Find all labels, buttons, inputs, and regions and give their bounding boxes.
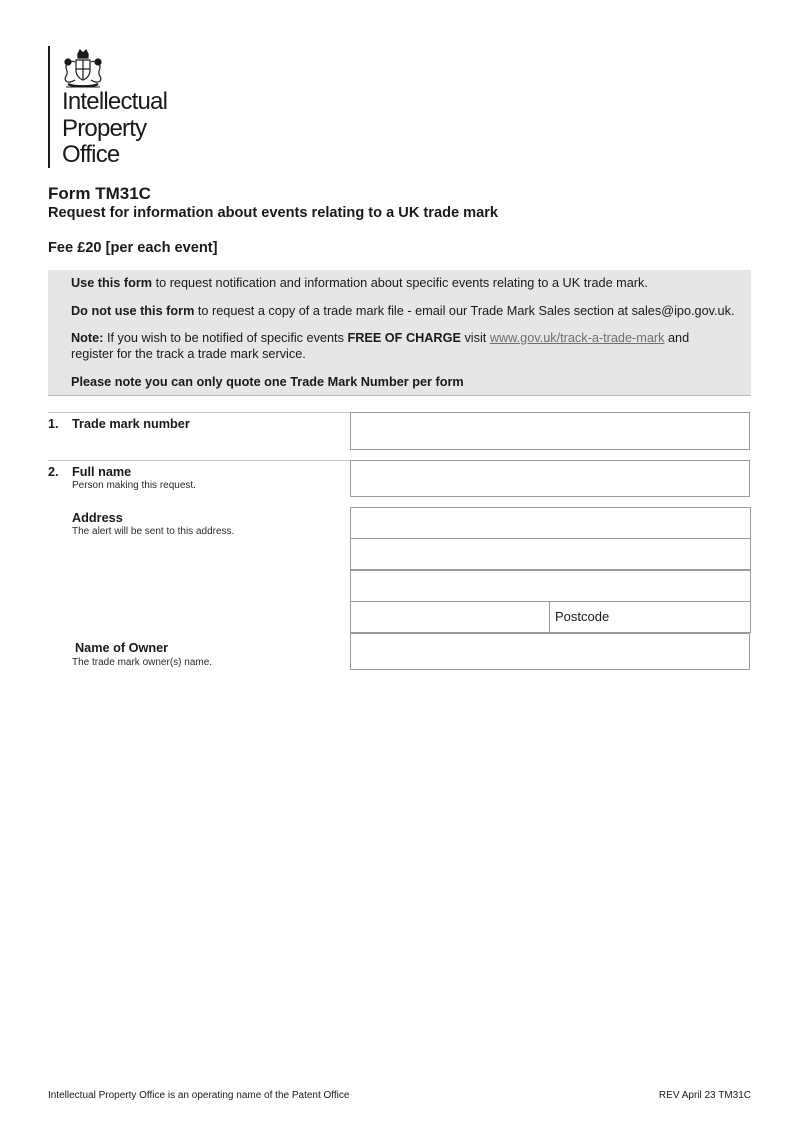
full-name-label: Full name (72, 465, 132, 479)
fee-heading: Fee £20 [per each event] (48, 240, 218, 256)
logo-line: Intellectual (62, 88, 168, 115)
note-bold: Note: (71, 331, 104, 345)
postcode-field[interactable] (549, 602, 610, 632)
form-subtitle: Request for information about events relating to a UK trade mark (48, 205, 499, 221)
form-revision: REV April 23 TM31C (658, 1090, 751, 1101)
form-title: Form TM31C (48, 184, 151, 203)
one-number-note: Please note you can only quote one Trade Mark Number per form (71, 375, 464, 389)
question-number: 1. (48, 417, 59, 431)
trade-mark-number-field[interactable] (350, 412, 750, 450)
free-of-charge-bold: FREE OF CHARGE (347, 331, 461, 345)
note-text: and (664, 331, 690, 345)
full-name-field[interactable] (350, 460, 750, 497)
do-not-use-text: to request a copy of a trade mark file - email our Trade Mark Sales section at sales@ipo.gov.uk. (194, 304, 735, 318)
use-form-text: to request notification and information about specific events relating to a UK trade mark. (152, 276, 648, 290)
logo-line: Property (62, 114, 147, 142)
section-divider (48, 460, 351, 461)
guidance-box (48, 270, 751, 396)
use-form-bold: Use this form (71, 276, 153, 290)
address-line-1-field[interactable] (350, 507, 751, 539)
full-name-hint: Person making this request. (72, 480, 196, 491)
ipo-logo (48, 46, 168, 168)
use-form-note (71, 276, 648, 290)
note-text: If you wish to be notified of specific events (103, 331, 348, 345)
note-text: visit (460, 331, 490, 345)
address-label: Address (72, 511, 123, 525)
postcode-label: Postcode (555, 609, 610, 624)
address-line-3-field[interactable] (350, 570, 751, 602)
owner-name-field[interactable] (350, 633, 750, 670)
do-not-use-bold: Do not use this form (71, 304, 195, 318)
logo-wordmark (62, 89, 167, 169)
royal-coat-of-arms-icon (60, 48, 106, 90)
logo-line: Office (62, 141, 120, 168)
footer-note: Intellectual Property Office is an operating name of the Patent Office (48, 1090, 350, 1101)
track-a-trade-mark-link[interactable]: www.gov.uk/track-a-trade-mark (489, 331, 665, 345)
note-line (71, 331, 689, 345)
note-line-2: register for the track a trade mark service. (71, 347, 306, 361)
trade-mark-number-label: Trade mark number (72, 417, 190, 431)
address-line-4-field[interactable] (350, 601, 751, 633)
question-number: 2. (48, 465, 59, 479)
address-line-2-field[interactable] (350, 538, 751, 570)
owner-name-hint: The trade mark owner(s) name. (72, 657, 213, 668)
address-hint: The alert will be sent to this address. (72, 526, 235, 537)
owner-name-label: Name of Owner (75, 641, 169, 655)
do-not-use-note (71, 304, 735, 318)
section-divider (48, 412, 351, 413)
